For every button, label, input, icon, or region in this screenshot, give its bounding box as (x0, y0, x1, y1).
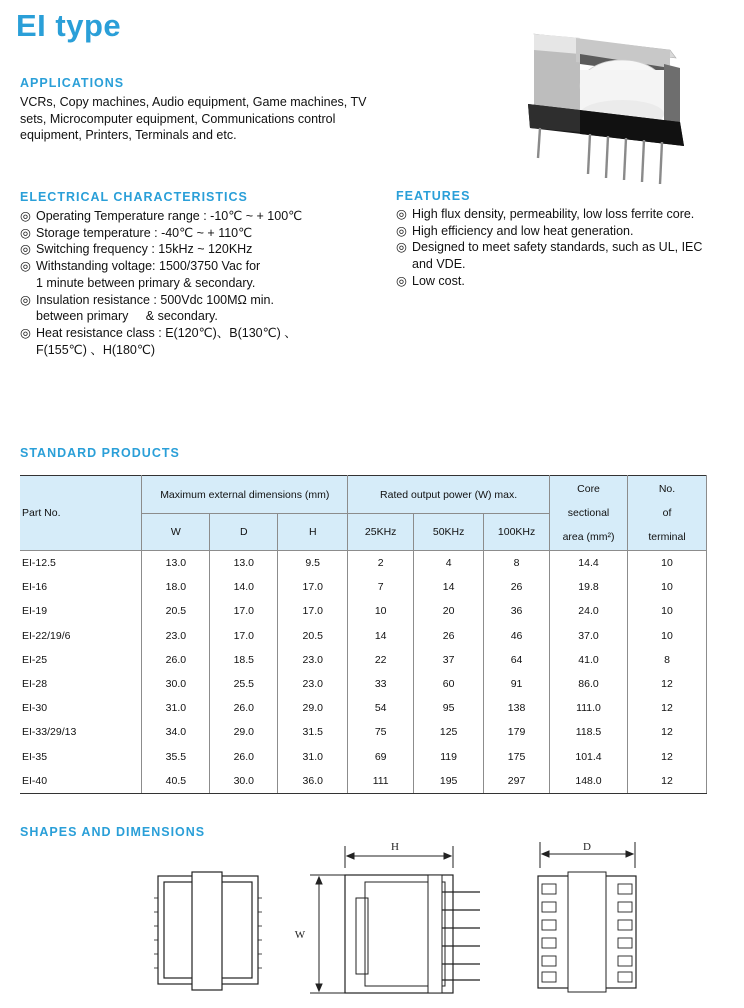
electrical-item-text: Storage temperature : -40℃ ~ + 110℃ (36, 225, 253, 240)
table-cell: 23.0 (278, 672, 348, 696)
table-cell: 12 (628, 720, 707, 744)
table-cell: 26 (484, 575, 550, 599)
table-cell: 91 (484, 672, 550, 696)
table-cell: 4 (414, 551, 484, 576)
table-cell: 179 (484, 720, 550, 744)
col-header-power: Rated output power (W) max. (348, 476, 550, 514)
table-cell: 75 (348, 720, 414, 744)
table-cell: 46 (484, 624, 550, 648)
col-header-dimensions: Maximum external dimensions (mm) (142, 476, 348, 514)
table-cell: 138 (484, 696, 550, 720)
table-cell: 8 (628, 648, 707, 672)
table-cell: 14 (414, 575, 484, 599)
terminal-header-line: terminal (648, 531, 686, 543)
table-cell-part-no: EI-30 (20, 696, 142, 720)
feature-item-text: Low cost. (412, 273, 465, 288)
table-cell: 2 (348, 551, 414, 576)
table-row (20, 720, 707, 744)
table-cell: 31.0 (278, 745, 348, 769)
table-cell: 20 (414, 599, 484, 623)
dimension-label-w: W (294, 929, 306, 941)
table-cell: 10 (628, 551, 707, 576)
features-list (396, 206, 736, 290)
electrical-item (20, 292, 360, 325)
bullet-icon: ◎ (20, 292, 31, 307)
table-cell: 29.0 (210, 720, 278, 744)
table-cell: 17.0 (278, 599, 348, 623)
table-cell: 20.5 (278, 624, 348, 648)
table-cell: 20.5 (142, 599, 210, 623)
table-cell: 30.0 (210, 769, 278, 794)
table-row (20, 745, 707, 769)
table-cell: 60 (414, 672, 484, 696)
table-row (20, 575, 707, 599)
table-cell: 14.0 (210, 575, 278, 599)
table-cell: 12 (628, 672, 707, 696)
table-cell: 148.0 (550, 769, 628, 794)
table-cell: 10 (348, 599, 414, 623)
table-cell-part-no: EI-33/29/13 (20, 720, 142, 744)
feature-item-text: Designed to meet safety standards, such as UL, IEC (412, 240, 703, 255)
electrical-heading: ELECTRICAL CHARACTERISTICS (20, 190, 248, 204)
table-cell-part-no: EI-19 (20, 599, 142, 623)
table-cell: 23.0 (142, 624, 210, 648)
bullet-icon: ◎ (396, 240, 407, 255)
col-header-100khz: 100KHz (484, 514, 550, 551)
dimension-label-d: D (583, 841, 591, 853)
table-cell: 35.5 (142, 745, 210, 769)
table-cell: 36 (484, 599, 550, 623)
table-cell: 54 (348, 696, 414, 720)
feature-item (396, 223, 736, 240)
bullet-icon: ◎ (20, 225, 31, 240)
top-view-drawing (154, 872, 262, 990)
table-row (20, 551, 707, 576)
table-cell: 14 (348, 624, 414, 648)
table-cell: 12 (628, 745, 707, 769)
table-cell: 34.0 (142, 720, 210, 744)
electrical-item (20, 325, 360, 358)
feature-item (396, 273, 736, 290)
table-cell-part-no: EI-12.5 (20, 551, 142, 576)
page-title: EI type (16, 8, 122, 43)
electrical-item-continuation: between primary & secondary. (36, 309, 218, 324)
col-header-terminal (628, 476, 707, 551)
bullet-icon: ◎ (396, 223, 407, 238)
table-cell: 13.0 (210, 551, 278, 576)
electrical-item-text: Withstanding voltage: 1500/3750 Vac for (36, 259, 261, 274)
table-cell: 118.5 (550, 720, 628, 744)
col-header-50khz: 50KHz (414, 514, 484, 551)
table-cell: 125 (414, 720, 484, 744)
standard-products-table (20, 475, 707, 794)
table-row (20, 769, 707, 794)
standard-products-heading: STANDARD PRODUCTS (20, 446, 180, 460)
table-cell: 37 (414, 648, 484, 672)
col-header-h: H (278, 514, 348, 551)
table-cell: 19.8 (550, 575, 628, 599)
applications-line: VCRs, Copy machines, Audio equipment, Game machines, TV (20, 95, 367, 109)
electrical-item-text: Operating Temperature range : -10℃ ~ + 100℃ (36, 209, 303, 223)
table-cell: 26 (414, 624, 484, 648)
table-row (20, 624, 707, 648)
table-cell: 24.0 (550, 599, 628, 623)
col-header-w: W (142, 514, 210, 551)
core-header-line: sectional (567, 507, 610, 519)
electrical-item (20, 225, 360, 242)
electrical-item-continuation: F(155℃) 、H(180℃) (36, 342, 156, 357)
feature-item-text: High efficiency and low heat generation. (412, 223, 634, 238)
table-cell: 95 (414, 696, 484, 720)
table-cell: 31.0 (142, 696, 210, 720)
table-cell-part-no: EI-22/19/6 (20, 624, 142, 648)
bullet-icon: ◎ (20, 325, 31, 340)
table-cell: 9.5 (278, 551, 348, 576)
bullet-icon: ◎ (396, 207, 407, 221)
table-row (20, 599, 707, 623)
table-cell: 18.0 (142, 575, 210, 599)
table-row (20, 672, 707, 696)
table-cell: 37.0 (550, 624, 628, 648)
terminal-header-line: of (662, 507, 672, 519)
table-cell: 12 (628, 769, 707, 794)
table-cell: 101.4 (550, 745, 628, 769)
table-cell: 31.5 (278, 720, 348, 744)
table-cell: 25.5 (210, 672, 278, 696)
table-cell: 10 (628, 599, 707, 623)
table-body (20, 551, 707, 794)
table-cell: 17.0 (210, 599, 278, 623)
table-cell: 29.0 (278, 696, 348, 720)
col-header-d: D (210, 514, 278, 551)
table-cell-part-no: EI-35 (20, 745, 142, 769)
electrical-item (20, 208, 360, 225)
table-cell: 119 (414, 745, 484, 769)
shapes-heading: SHAPES AND DIMENSIONS (20, 825, 206, 839)
table-cell: 41.0 (550, 648, 628, 672)
bullet-icon: ◎ (396, 273, 407, 288)
table-row (20, 648, 707, 672)
table-cell-part-no: EI-40 (20, 769, 142, 794)
core-header-line: area (mm²) (562, 531, 615, 543)
applications-line: sets, Microcomputer equipment, Communications control (20, 111, 336, 126)
features-heading: FEATURES (396, 189, 471, 203)
dimension-label-h: H (391, 841, 399, 853)
electrical-item-text: Insulation resistance : 500Vdc 100MΩ min. (36, 292, 274, 307)
table-cell: 14.4 (550, 551, 628, 576)
table-cell: 111.0 (550, 696, 628, 720)
core-header-line: Core (577, 483, 600, 495)
bullet-icon: ◎ (20, 259, 31, 274)
feature-item-continuation: and VDE. (412, 257, 466, 272)
col-header-core (550, 476, 628, 551)
table-cell: 18.5 (210, 648, 278, 672)
table-cell: 36.0 (278, 769, 348, 794)
col-header-25khz: 25KHz (348, 514, 414, 551)
bullet-icon: ◎ (20, 209, 31, 223)
table-cell-part-no: EI-16 (20, 575, 142, 599)
electrical-item (20, 258, 360, 291)
table-header-row (20, 476, 707, 514)
electrical-item-continuation: 1 minute between primary & secondary. (36, 275, 256, 290)
electrical-item-text: Switching frequency : 15kHz ~ 120KHz (36, 242, 253, 257)
electrical-item (20, 241, 360, 258)
applications-line: equipment, Printers, Terminals and etc. (20, 128, 237, 142)
electrical-item-text: Heat resistance class : E(120℃)、B(130℃) 、 (36, 325, 297, 340)
feature-item-text: High flux density, permeability, low loss ferrite core. (412, 207, 695, 221)
table-cell: 10 (628, 575, 707, 599)
table-cell: 7 (348, 575, 414, 599)
table-cell: 175 (484, 745, 550, 769)
table-cell-part-no: EI-28 (20, 672, 142, 696)
table-cell: 33 (348, 672, 414, 696)
table-cell: 30.0 (142, 672, 210, 696)
table-cell: 23.0 (278, 648, 348, 672)
applications-heading: APPLICATIONS (20, 76, 125, 90)
table-cell: 297 (484, 769, 550, 794)
applications-text (20, 94, 420, 144)
table-cell: 64 (484, 648, 550, 672)
electrical-list (20, 208, 360, 358)
table-cell: 22 (348, 648, 414, 672)
transformer-photo (520, 24, 700, 186)
table-cell: 12 (628, 696, 707, 720)
table-cell: 69 (348, 745, 414, 769)
table-row (20, 696, 707, 720)
dimension-drawings (150, 838, 650, 1003)
table-cell-part-no: EI-25 (20, 648, 142, 672)
feature-item (396, 206, 736, 223)
table-cell: 40.5 (142, 769, 210, 794)
table-cell: 195 (414, 769, 484, 794)
table-cell: 10 (628, 624, 707, 648)
col-header-part-no: Part No. (20, 476, 142, 551)
table-cell: 17.0 (210, 624, 278, 648)
table-cell: 26.0 (142, 648, 210, 672)
feature-item (396, 239, 736, 272)
bullet-icon: ◎ (20, 242, 31, 257)
terminal-header-line: No. (658, 483, 676, 495)
table-cell: 26.0 (210, 745, 278, 769)
table-cell: 111 (348, 769, 414, 794)
table-cell: 8 (484, 551, 550, 576)
table-cell: 17.0 (278, 575, 348, 599)
table-cell: 13.0 (142, 551, 210, 576)
table-cell: 86.0 (550, 672, 628, 696)
table-cell: 26.0 (210, 696, 278, 720)
